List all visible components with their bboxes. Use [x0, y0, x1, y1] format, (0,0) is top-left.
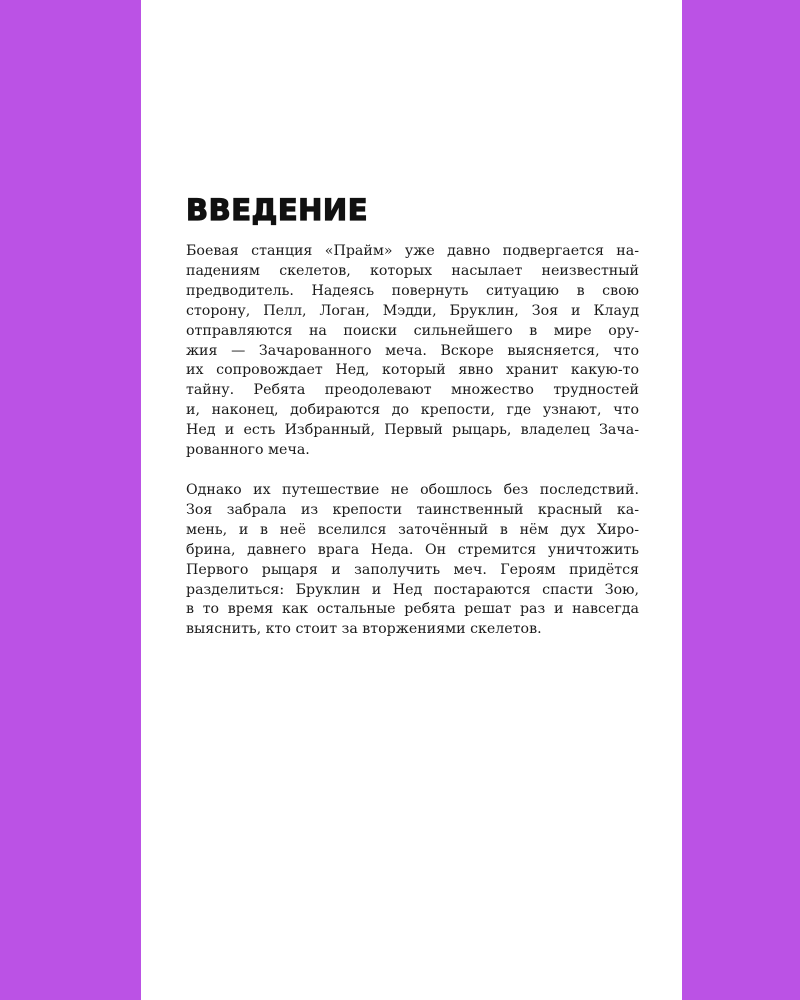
text-line: падениям скелетов, которых насылает неизвестный [186, 262, 639, 279]
text-line: их сопровождает Нед, который явно хранит какую-то [186, 362, 639, 379]
text-line: сторону, Пелл, Логан, Мэдди, Бруклин, Зоя и Клауд [186, 302, 639, 319]
text-line: мень, и в неё вселился заточённый в нём дух Хиро- [186, 521, 639, 538]
text-line: Зоя забрала из крепости таинственный красный ка- [186, 501, 639, 518]
text-line: разделиться: Бруклин и Нед постараются спасти Зою, [186, 581, 639, 598]
page-content [186, 192, 639, 660]
left-accent-band [0, 0, 141, 1000]
paragraph-1 [186, 242, 639, 461]
page-title: ВВЕДЕНИЕ [186, 193, 369, 227]
book-page [141, 0, 682, 1000]
text-line: предводитель. Надеясь повернуть ситуацию в свою [186, 282, 639, 299]
text-line: брина, давнего врага Неда. Он стремится уничтожить [186, 541, 639, 558]
text-line: Первого рыцаря и заполучить меч. Героям придётся [186, 561, 639, 578]
text-line: и, наконец, добираются до крепости, где узнают, что [186, 402, 639, 419]
text-line: Нед и есть Избранный, Первый рыцарь, владелец Зача- [186, 422, 639, 439]
paragraph-2 [186, 481, 639, 640]
text-line: тайну. Ребята преодолевают множество трудностей [186, 382, 639, 399]
text-line: Однако их путешествие не обошлось без последствий. [186, 481, 639, 498]
text-line: в то время как остальные ребята решат раз и навсегда [186, 601, 639, 618]
text-line: Боевая станция «Прайм» уже давно подвергается на- [186, 243, 639, 259]
text-line: отправляются на поиски сильнейшего в мире ору- [186, 322, 639, 339]
text-line: жия — Зачарованного меча. Вскоре выясняется, что [186, 342, 639, 359]
right-accent-band [682, 0, 800, 1000]
text-line: рованного меча. [186, 442, 310, 459]
text-line: выяснить, кто стоит за вторжениями скелетов. [186, 621, 542, 638]
